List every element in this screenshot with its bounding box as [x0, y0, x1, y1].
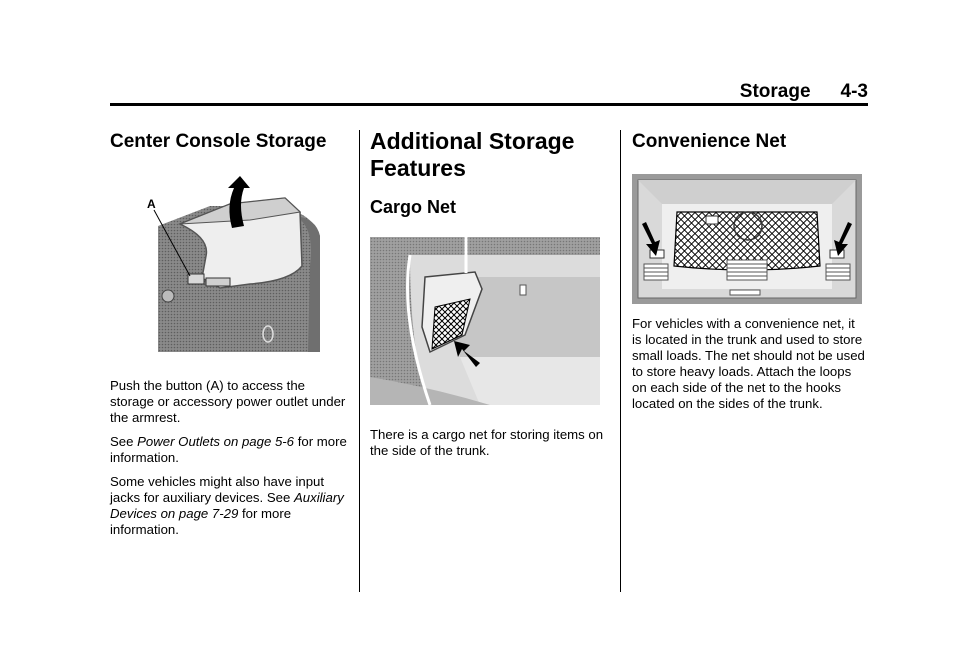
section-name: Storage: [739, 81, 811, 102]
para-convenience-net: For vehicles with a convenience net, it is located in the trunk and used to store small loads. The net should not be used to store heavy loads. Attach the loops on each side of the net to the hooks located on the sides of the trunk.: [632, 316, 865, 411]
para-cargo-net: There is a cargo net for storing items on the side of the trunk.: [370, 427, 604, 458]
convenience-net-illustration: [632, 174, 862, 304]
link-power-outlets[interactable]: Power Outlets on page 5-6: [137, 434, 295, 449]
para-power-outlets: [110, 434, 350, 466]
column-center-console: [110, 128, 350, 546]
center-console-illustration: [110, 166, 350, 352]
subsection-title-cargo-net: Cargo Net: [370, 197, 457, 217]
text: for more information.: [110, 434, 347, 465]
para-auxiliary: [110, 474, 350, 538]
para-console-button: Push the button (A) to access the storage or accessory power outlet under the armrest.: [110, 378, 346, 425]
text: See: [110, 434, 138, 449]
section-title-center-console: Center Console Storage: [110, 131, 327, 152]
link-auxiliary-devices[interactable]: Auxiliary Devices on page 7-29: [110, 490, 344, 521]
text: Some vehicles might also have input jacks for auxiliary devices. See: [110, 474, 325, 505]
text: for more information.: [110, 506, 292, 537]
running-header: [110, 80, 868, 104]
callout-a: A: [147, 197, 156, 211]
column-divider-2: [620, 130, 621, 592]
column-convenience-net: [632, 128, 868, 420]
page-number: 4-3: [840, 81, 868, 102]
section-title-convenience-net: Convenience Net: [632, 131, 787, 152]
column-divider-1: [359, 130, 360, 592]
title-line-1: Additional Storage: [370, 128, 575, 154]
cargo-net-illustration: [370, 237, 600, 405]
column-additional-storage: [370, 128, 606, 467]
title-line-2: Features: [370, 155, 466, 181]
section-title-additional-storage: [370, 128, 606, 182]
header-rule: [110, 103, 868, 106]
